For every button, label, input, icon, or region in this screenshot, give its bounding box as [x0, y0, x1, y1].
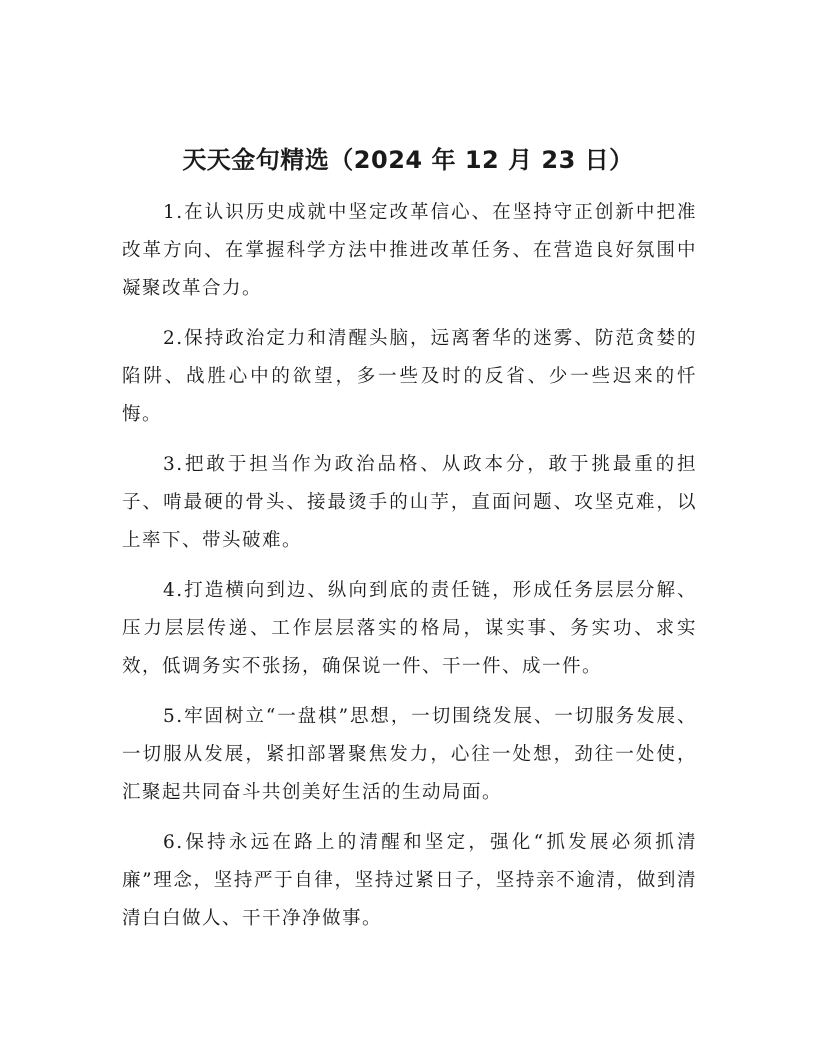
paragraph-6: 6.保持永远在路上的清醒和坚定，强化“抓发展必须抓清廉”理念，坚持严于自律，坚持过紧日子，坚持亲不逾清，做到清清白白做人、干干净净做事。	[122, 832, 697, 929]
paragraph-2: 2.保持政治定力和清醒头脑，远离奢华的迷雾、防范贪婪的陷阱、战胜心中的欲望，多一些及时的反省、少一些迟来的忏悔。	[122, 328, 697, 425]
paragraph-5: 5.牢固树立“一盘棋”思想，一切围绕发展、一切服务发展、一切服从发展，紧扣部署聚焦发力，心往一处想，劲往一处使，汇聚起共同奋斗共创美好生活的生动局面。	[122, 706, 697, 803]
paragraph-3: 3.把敢于担当作为政治品格、从政本分，敢于挑最重的担子、啃最硬的骨头、接最烫手的山芋，直面问题、攻坚克难，以上率下、带头破难。	[122, 454, 697, 551]
document-title: 天天金句精选（2024 年 12 月 23 日）	[182, 146, 634, 174]
paragraph-4: 4.打造横向到边、纵向到底的责任链，形成任务层层分解、压力层层传递、工作层层落实的格局，谋实事、务实功、求实效，低调务实不张扬，确保说一件、干一件、成一件。	[122, 580, 697, 677]
paragraph-1: 1.在认识历史成就中坚定改革信心、在坚持守正创新中把准改革方向、在掌握科学方法中推进改革任务、在营造良好氛围中凝聚改革合力。	[122, 202, 697, 299]
document-body	[122, 194, 697, 950]
